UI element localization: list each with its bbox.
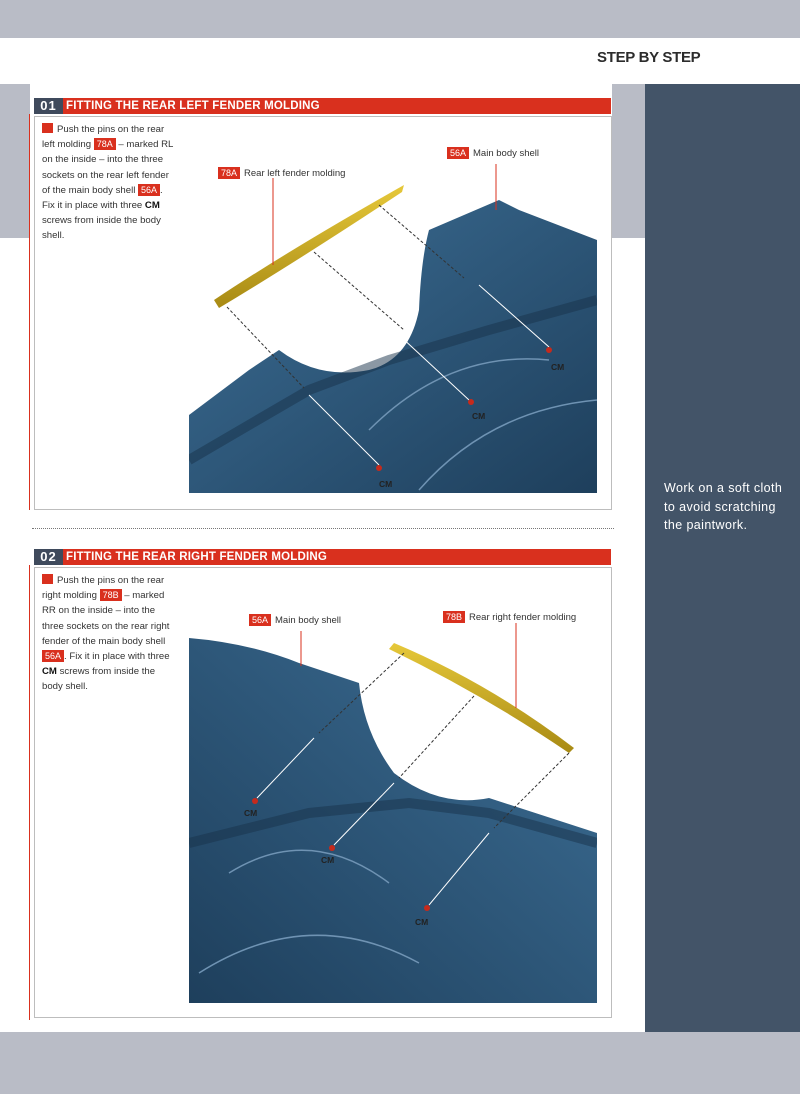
step-title: FITTING THE REAR RIGHT FENDER MOLDING [66,551,328,563]
cm-label: CM [472,411,486,421]
label-56a: 56A Main body shell [249,614,341,626]
step-02-header [34,549,611,565]
part-tag: 56A [138,184,160,196]
cm-label: CM [321,855,335,865]
step-02-rule [29,565,30,1020]
part-tag: 56A [42,650,64,662]
bottom-band [0,1032,800,1094]
step-01-instructions: Push the pins on the rear left molding 78A – marked RL on the inside – into the three sockets on the rear left fender of the main body shell 56A . Fix it in place with three CM screws from inside the body shell. [42,124,173,242]
side-note: Work on a soft cloth to avoid scratching the paintwork. [664,481,783,532]
bullet-square-icon [42,574,53,584]
part-tag: 78A [94,138,116,150]
section-separator [32,528,614,529]
label-78b: 78B Rear right fender molding [443,611,576,623]
step-01-illustration [189,130,597,493]
page-header-title: STEP BY STEP [597,49,701,66]
part-tag: 78B [100,589,122,601]
step-number: 02 [34,549,63,565]
side-panel [645,84,800,1032]
bullet-square-icon [42,123,53,133]
cm-label: CM [244,808,258,818]
left-band [0,84,30,238]
label-78a: 78A Rear left fender molding [218,167,345,179]
step-01-header [34,98,611,114]
right-band [612,84,645,238]
step-01-rule [29,114,30,510]
cm-label: CM [379,479,393,489]
step-number: 01 [34,98,63,114]
header-square-icon [759,53,769,63]
label-56a: 56A Main body shell [447,147,539,159]
cm-label: CM [415,917,429,927]
top-band [0,0,800,38]
step-02-instructions: Push the pins on the rear right molding 78B – marked RR on the inside – into the three sockets on the rear right fender of the main body shell 56A . Fix it in place with three CM screws from inside the body shell. [42,575,170,693]
step-02-illustration [189,583,597,1003]
cm-label: CM [551,362,565,372]
step-title: FITTING THE REAR LEFT FENDER MOLDING [66,100,320,112]
